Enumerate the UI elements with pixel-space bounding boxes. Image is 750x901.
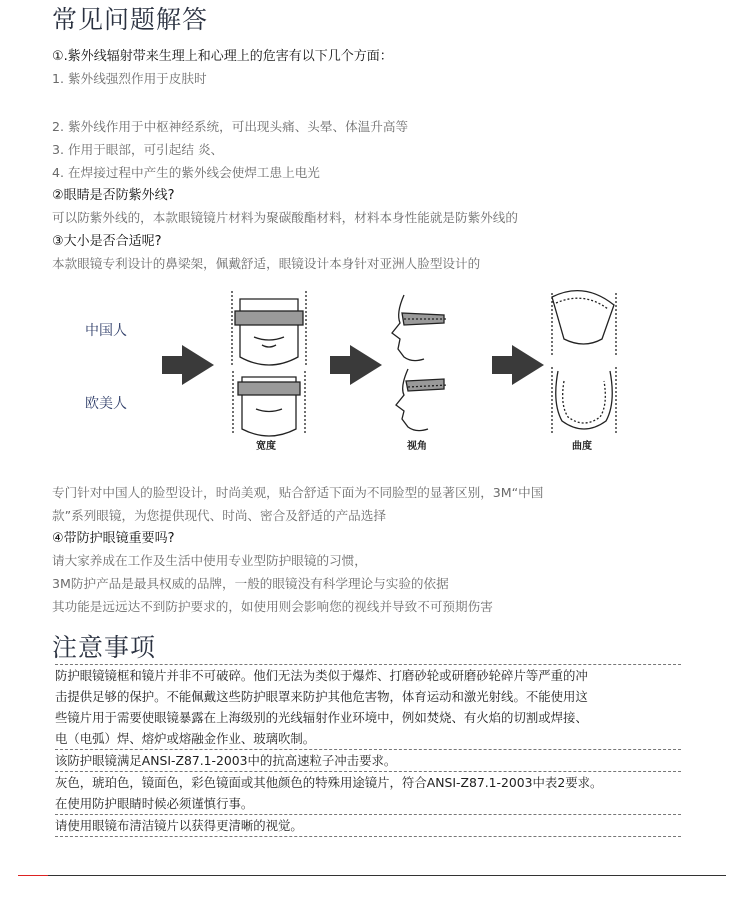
notice-title: 注意事项 — [52, 633, 157, 662]
answer-3: 本款眼镜专利设计的鼻梁架，佩戴舒适，眼镜设计本身针对亚洲人脸型设计的 — [52, 256, 481, 271]
arrow-icon — [162, 345, 214, 385]
question-4: ④带防护眼镜重要吗? — [52, 531, 175, 546]
answer-1-item-4: 4. 在焊接过程中产生的紫外线会使焊工患上电光 — [52, 165, 320, 180]
curvature-icon — [552, 367, 616, 433]
answer-4-line-2: 3M防护产品是最具权威的品牌，一般的眼镜没有科学理论与实验的依据 — [52, 576, 449, 591]
label-chinese: 中国人 — [85, 322, 127, 338]
notice-line: 防护眼镜镜框和镜片并非不可破碎。他们无法为类似于爆炸、打磨砂轮或研磨砂轮碎片等严重的冲 — [55, 664, 681, 686]
notice-line: 该防护眼镜满足ANSI-Z87.1-2003中的抗高速粒子冲击要求。 — [55, 750, 681, 772]
answer-1-item-2: 2. 紫外线作用于中枢神经系统，可出现头痛、头晕、体温升高等 — [52, 119, 409, 134]
face-front-icon — [233, 371, 305, 436]
answer-4-line-1: 请大家养成在工作及生活中使用专业型防护眼镜的习惯， — [52, 553, 367, 568]
curvature-icon — [552, 291, 616, 355]
notice-line: 请使用眼镜布清洁镜片以获得更清晰的视觉。 — [55, 815, 681, 837]
question-1: ①.紫外线辐射带来生理上和心理上的危害有以下几个方面： — [52, 49, 393, 64]
caption-width: 宽度 — [256, 441, 276, 452]
notice-line: 击提供足够的保护。不能佩戴这些防护眼罩来防护其他危害物，体育运动和激光射线。不能使用这 — [55, 689, 588, 704]
question-2: ②眼睛是否防紫外线? — [52, 188, 175, 203]
arrow-icon — [330, 345, 382, 385]
question-3: ③大小是否合适呢? — [52, 234, 162, 249]
face-profile-icon — [396, 369, 448, 431]
bottom-divider-accent — [18, 875, 48, 876]
notice-line: 灰色，琥珀色，镜面色，彩色镜面或其他颜色的特殊用途镜片，符合ANSI-Z87.1-2003中表2要求。 — [55, 775, 603, 790]
answer-1-item-3: 3. 作用于眼部，可引起结 炎、 — [52, 142, 224, 157]
faq-title: 常见问题解答 — [52, 5, 209, 34]
bottom-divider — [18, 875, 726, 876]
notice-list — [55, 664, 681, 837]
answer-3-extra-2: 款”系列眼镜，为您提供现代、时尚、密合及舒适的产品选择 — [52, 508, 386, 523]
notice-line: 电（电弧）焊、熔炉或熔融金作业、玻璃吹制。 — [55, 728, 681, 750]
caption-curve: 曲度 — [572, 441, 592, 452]
notice-line: 些镜片用于需要使眼镜暴露在上海级别的光线辐射作业环境中，例如焚烧、有火焰的切割或焊接、 — [55, 710, 588, 725]
label-western: 欧美人 — [85, 395, 127, 411]
face-shape-comparison-diagram — [52, 283, 692, 463]
face-profile-icon — [392, 295, 448, 361]
notice-line: 在使用防护眼睛时候必须谨慎行事。 — [55, 793, 681, 815]
arrow-icon — [492, 345, 544, 385]
caption-view: 视角 — [407, 441, 427, 452]
answer-3-extra-1: 专门针对中国人的脸型设计，时尚美观，贴合舒适下面为不同脸型的显著区别，3M“中国 — [52, 485, 544, 500]
answer-1-item-1: 1. 紫外线强烈作用于皮肤时 — [52, 71, 207, 86]
answer-4-line-3: 其功能是远远达不到防护要求的，如使用则会影响您的视线并导致不可预期伤害 — [52, 599, 493, 614]
face-front-icon — [232, 291, 306, 367]
answer-2: 可以防紫外线的，本款眼镜镜片材料为聚碳酸酯材料，材料本身性能就是防紫外线的 — [52, 210, 518, 225]
